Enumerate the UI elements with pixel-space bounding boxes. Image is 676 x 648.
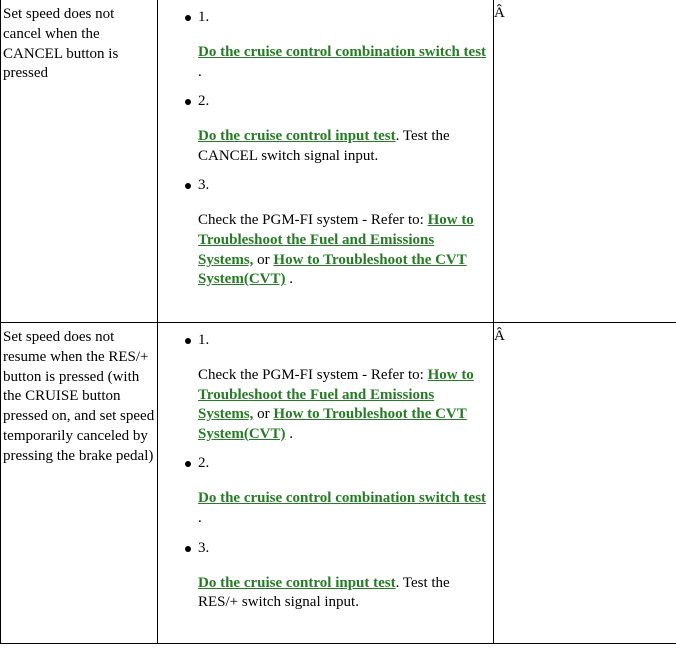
cvt-system-link[interactable]: How to Troubleshoot the CVT System(CVT)	[198, 251, 467, 288]
symptom-text: Set speed does not cancel when the CANCEL button is pressed	[3, 6, 119, 82]
bullet-icon	[185, 183, 191, 189]
step-text: Check the PGM-FI system - Refer to:	[198, 367, 428, 383]
table-row	[1, 0, 676, 323]
bullet-icon	[185, 338, 191, 344]
symptom-cell	[1, 323, 158, 644]
table-row	[1, 323, 676, 644]
fuel-emissions-link[interactable]: How to Troubleshoot the Fuel and Emissions Systems,	[198, 212, 474, 268]
step-item	[158, 175, 493, 289]
combination-switch-test-link[interactable]: Do the cruise control combination switch test	[198, 44, 487, 60]
step-item	[158, 7, 493, 82]
step-body	[198, 127, 493, 166]
step-text: .	[285, 425, 293, 442]
step-number: 2.	[198, 93, 210, 110]
bullet-icon	[185, 546, 191, 552]
step-body	[198, 489, 493, 528]
step-number: 2.	[198, 455, 210, 472]
step-number: 1.	[198, 9, 210, 25]
notes-cell	[494, 0, 676, 323]
procedure-cell	[158, 0, 494, 323]
bullet-icon	[185, 99, 191, 105]
cvt-system-link[interactable]: How to Troubleshoot the CVT System(CVT)	[198, 406, 467, 442]
symptom-cell	[1, 0, 158, 323]
step-body	[198, 43, 493, 82]
step-text: . Test the RES/+ switch signal input.	[198, 574, 450, 611]
step-body	[198, 574, 493, 613]
step-number: 3.	[198, 539, 210, 556]
notes-text: Â	[494, 328, 505, 344]
combination-switch-test-link[interactable]: Do the cruise control combination switch test	[198, 490, 487, 507]
step-text: . Test the CANCEL switch signal input.	[198, 128, 450, 164]
input-test-link[interactable]: Do the cruise control input test	[198, 574, 396, 591]
step-body	[198, 211, 493, 289]
bullet-icon	[185, 15, 191, 21]
step-body	[198, 366, 493, 444]
step-text: Check the PGM-FI system - Refer to:	[198, 212, 428, 229]
step-number: 3.	[198, 177, 210, 194]
step-text: .	[198, 509, 202, 526]
step-number: 1.	[198, 332, 210, 348]
notes-text: Â	[494, 5, 505, 21]
procedure-steps	[158, 7, 493, 290]
step-text: or	[253, 251, 274, 268]
step-text: .	[285, 271, 293, 288]
step-item	[158, 330, 493, 444]
notes-cell	[494, 323, 676, 644]
step-item	[158, 91, 493, 166]
bullet-icon	[185, 461, 191, 467]
input-test-link[interactable]: Do the cruise control input test	[198, 128, 396, 145]
procedure-steps	[158, 330, 493, 613]
step-item	[158, 453, 493, 528]
step-text: or	[253, 406, 274, 423]
procedure-cell	[158, 323, 494, 644]
step-text: .	[198, 63, 202, 80]
step-item	[158, 538, 493, 613]
fuel-emissions-link[interactable]: How to Troubleshoot the Fuel and Emissions Systems,	[198, 367, 474, 423]
symptom-text: Set speed does not resume when the RES/+ button is pressed (with the CRUISE button pressed on, and set speed temporarily canceled by pressing the brake pedal)	[3, 329, 155, 464]
